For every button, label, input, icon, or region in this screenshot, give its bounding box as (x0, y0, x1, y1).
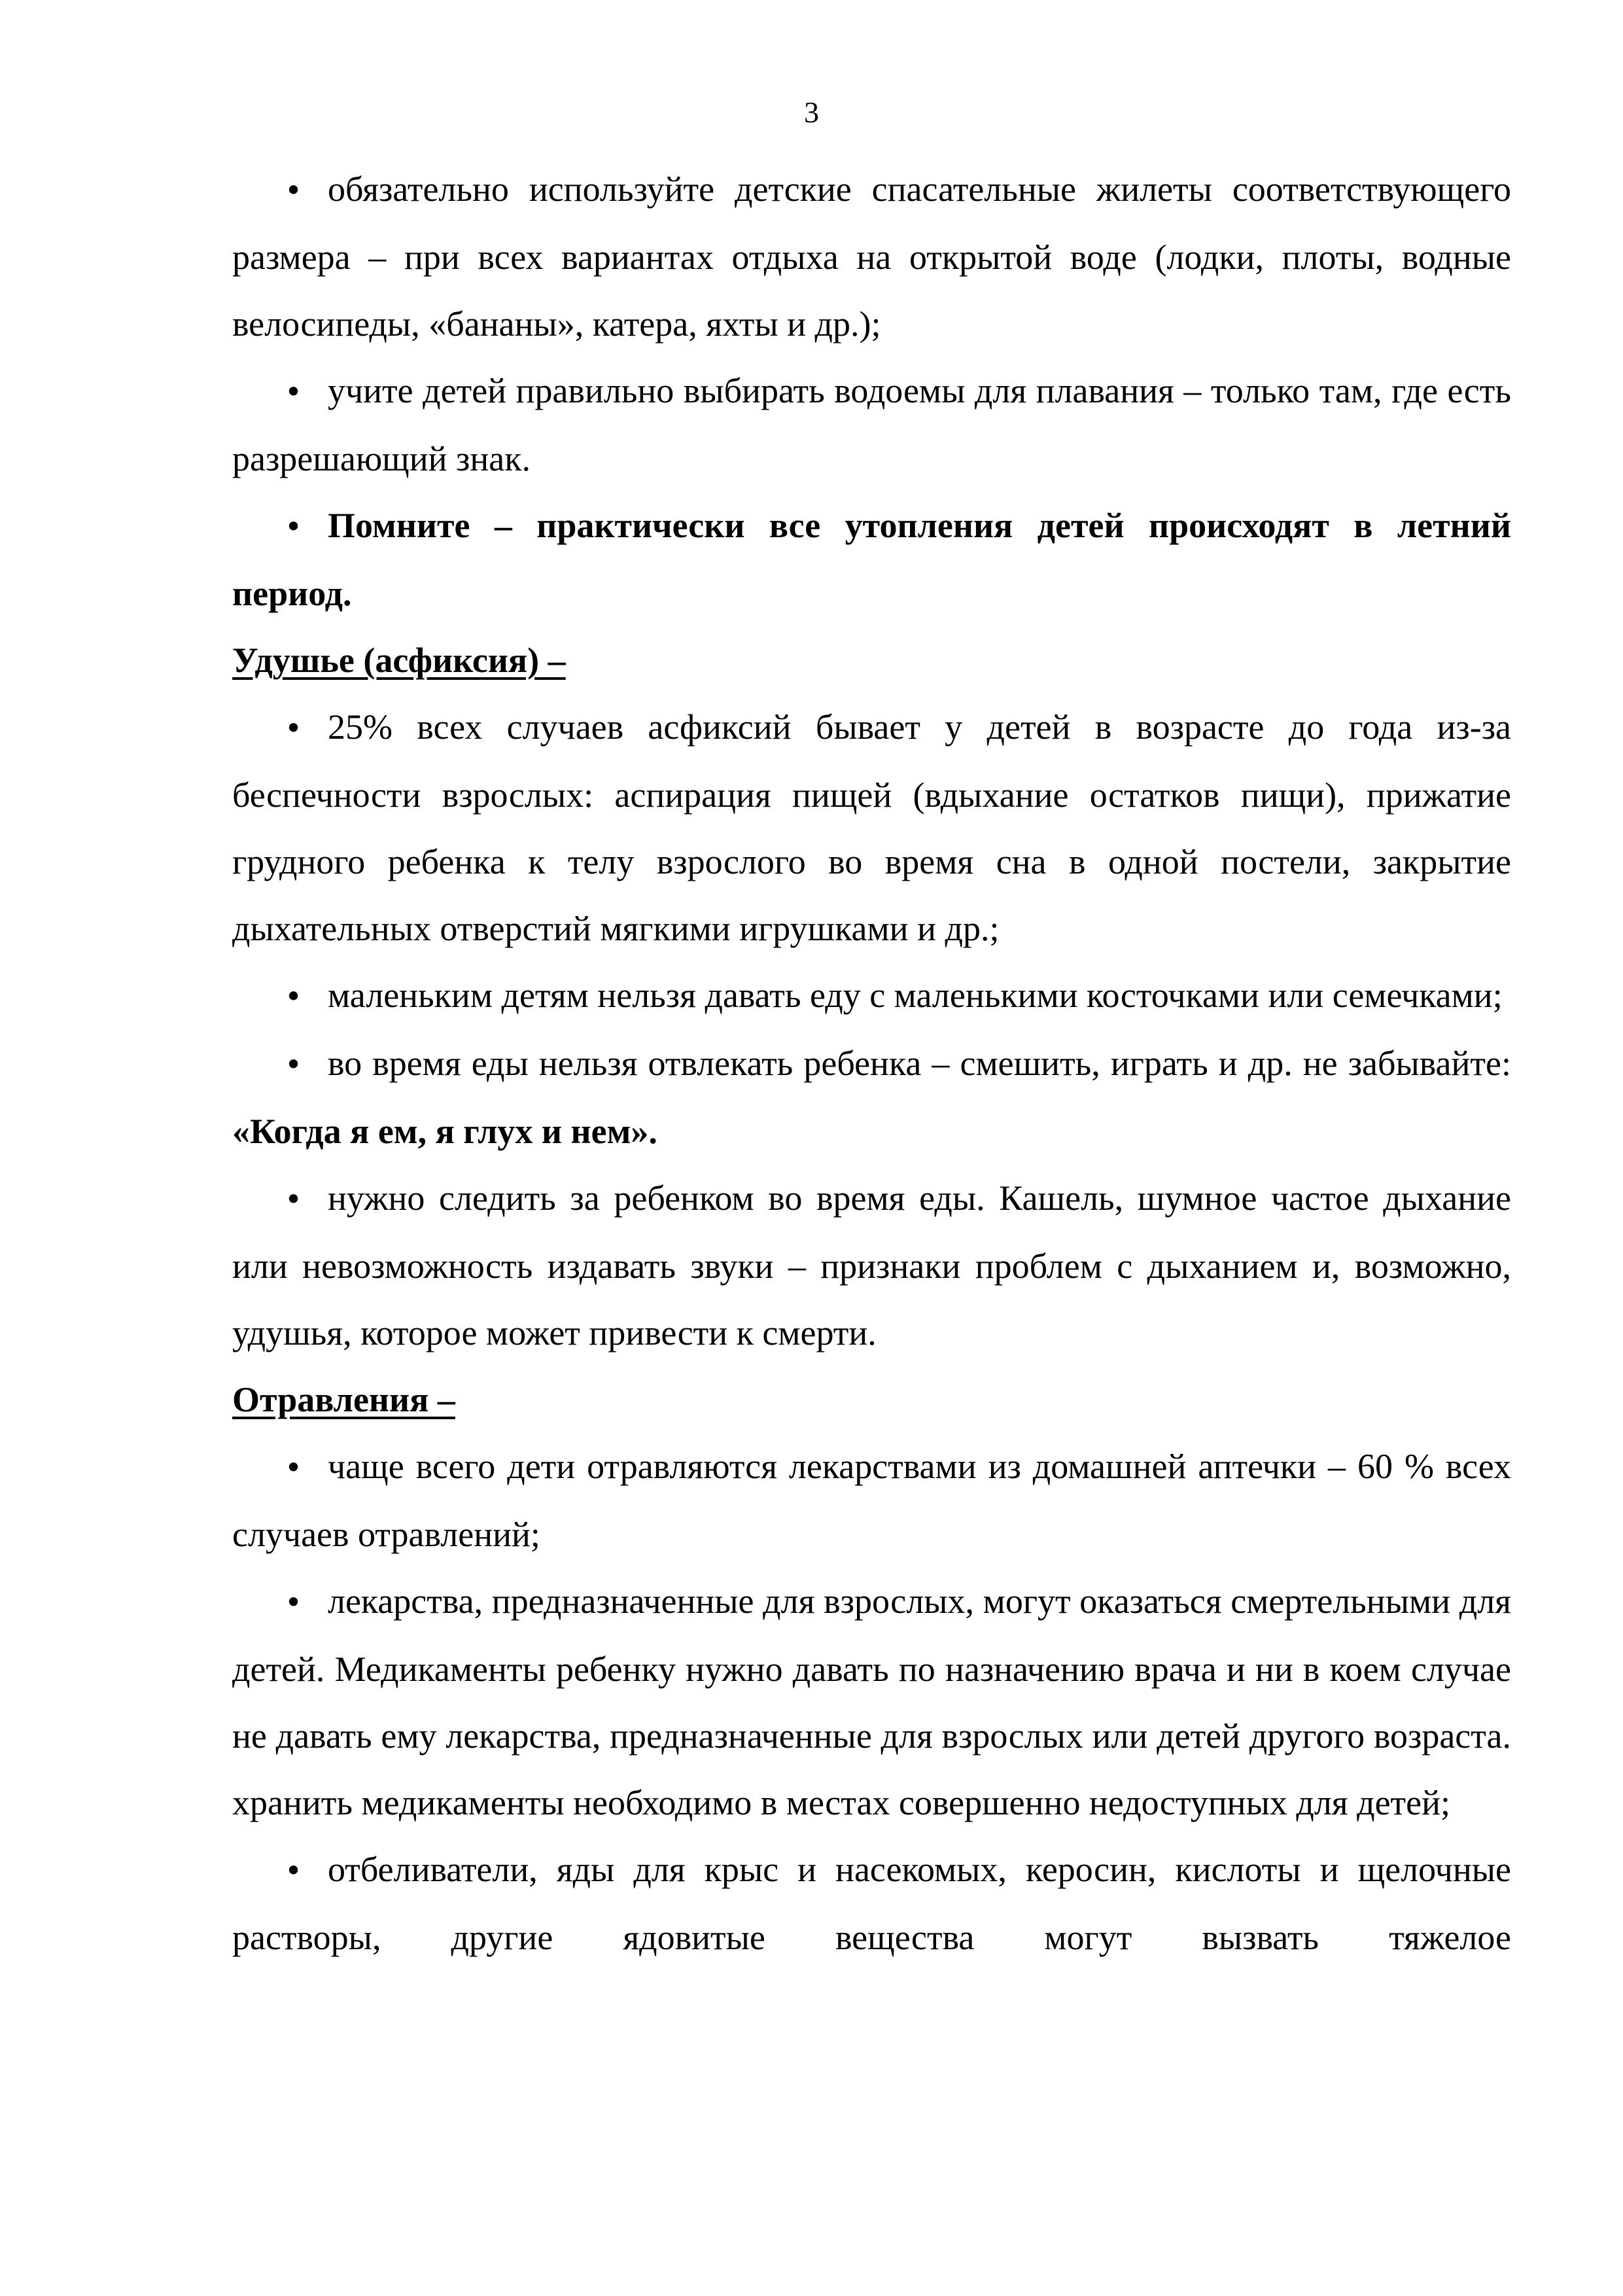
bullet-icon (285, 962, 328, 1030)
section-heading-asphyxia: Удушье (асфиксия) – (232, 641, 566, 680)
document-body (232, 156, 1511, 1971)
list-item-text: нужно следить за ребенком во время еды. Кашель, шумное частое дыхание или невозможность издавать звуки – признаки проблем с дыханием и, возможно, удушья, которое может привести к смерти. (232, 1178, 1511, 1352)
list-item-text-bold: Помните – практически все утопления детей происходят в летний период. (232, 506, 1511, 613)
list-item (232, 156, 1511, 357)
bullet-icon (285, 1433, 328, 1501)
list-item-text: чаще всего дети отравляются лекарствами из домашней аптечки – 60 % всех случаев отравлений; (232, 1447, 1511, 1554)
list-item-text: маленьким детям нельзя давать еду с маленькими косточками или семечками; (328, 976, 1503, 1015)
bullet-icon (285, 1030, 328, 1098)
list-item-text: учите детей правильно выбирать водоемы для плавания – только там, где есть разрешающий знак. (232, 371, 1511, 478)
quote-bold: «Когда я ем, я глух и нем». (232, 1112, 657, 1151)
bullet-icon (285, 1836, 328, 1904)
list-item (232, 1568, 1511, 1836)
list-item-text: отбеливатели, яды для крыс и насекомых, керосин, кислоты и щелочные растворы, другие ядовитые вещества могут вызвать тяжелое (232, 1850, 1511, 1957)
list-item (232, 694, 1511, 962)
list-item-text: во время еды нельзя отвлекать ребенка – смешить, играть и др. не забывайте: (328, 1044, 1511, 1083)
bullet-icon (285, 492, 328, 560)
section-heading-poisoning: Отравления – (232, 1380, 455, 1419)
list-item (232, 1030, 1511, 1165)
bullet-icon (285, 357, 328, 425)
list-item-text: обязательно используйте детские спасательные жилеты соответствующего размера – при всех вариантах отдыха на открытой воде (лодки, плоты, водные велосипеды, «бананы», катера, яхты и др.); (232, 169, 1511, 344)
page-number: 3 (804, 96, 819, 129)
list-item (232, 492, 1511, 627)
list-item (232, 1165, 1511, 1366)
list-item-text: 25% всех случаев асфиксий бывает у детей в возрасте до года из-за беспечности взрослых: аспирация пищей (вдыхание остатков пищи), прижатие грудного ребенка к телу взрослого во время сна в одной постели, закрытие дыхательных отверстий мягкими игрушками и др.; (232, 707, 1511, 948)
list-item-text: лекарства, предназначенные для взрослых, могут оказаться смертельными для детей. Медикаменты ребенку нужно давать по назначению врача и ни в коем случае не давать ему лекарства, предназначенные для взрослых или детей другого возраста. хранить медикаменты необходимо в местах совершенно недоступных для детей; (232, 1581, 1511, 1822)
bullet-icon (285, 1165, 328, 1233)
list-item (232, 1836, 1511, 1971)
bullet-icon (285, 156, 328, 224)
bullet-icon (285, 694, 328, 762)
list-item (232, 1433, 1511, 1568)
list-item (232, 962, 1511, 1030)
list-item (232, 357, 1511, 492)
bullet-icon (285, 1568, 328, 1636)
